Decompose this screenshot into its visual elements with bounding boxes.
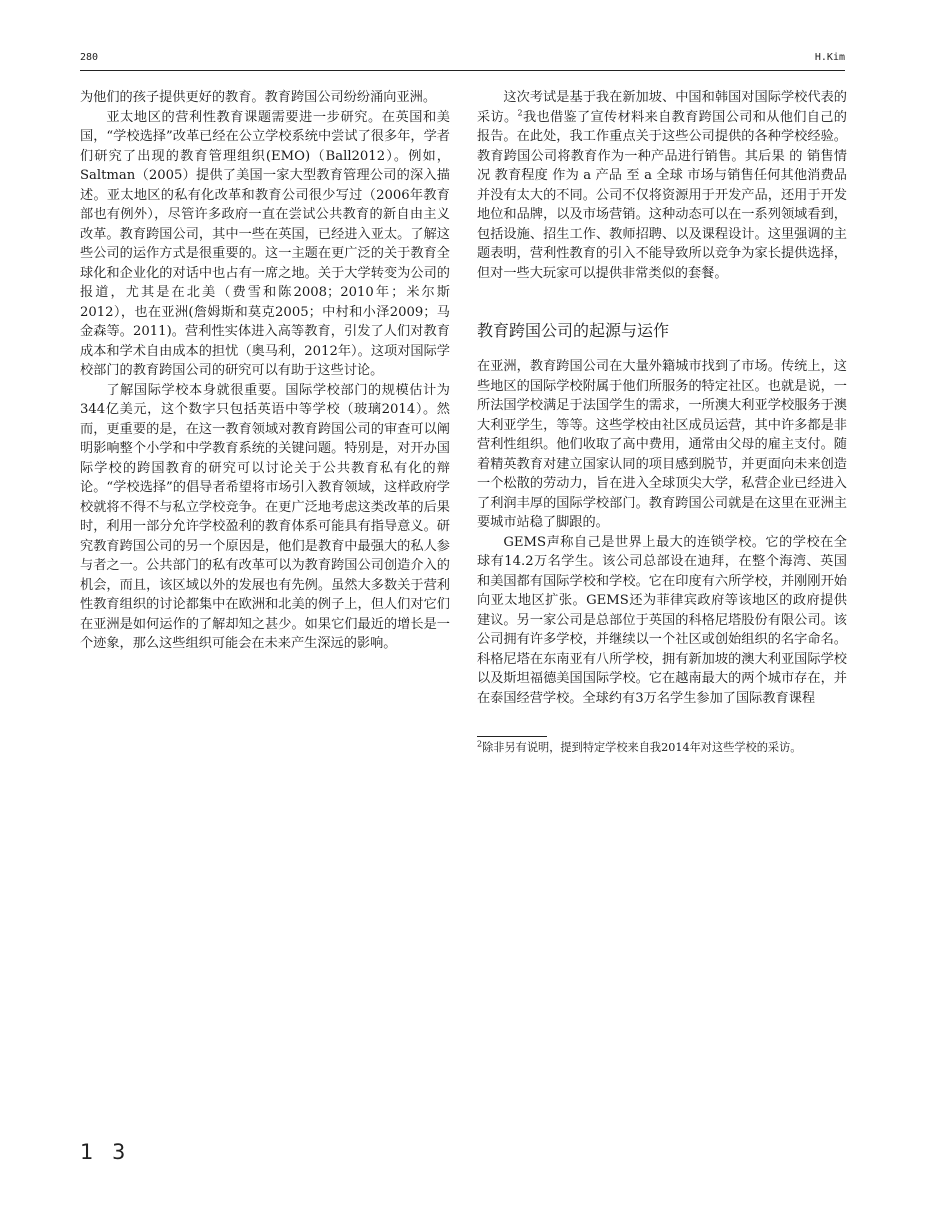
right-column — [477, 88, 847, 756]
section-heading: 教育跨国公司的起源与运作 — [477, 321, 670, 340]
footnote-marker: 2 — [517, 108, 523, 118]
footnote — [477, 740, 847, 756]
page-number: 280 — [80, 52, 99, 63]
paragraph-text: 我也借鉴了宣传材料来自教育跨国公司和从他们自己的报告。在此处，我工作重点关于这些公司提供的各种学校经验。教育跨国公司将教育作为一种产品进行销售。其后果 的 销售情况 教育程度 作为 a 产品 至 a 全球 市场与销售任何其他消费品并没有太大的不同。公司不仅将资源用于开发产品，还用于开发地位和品牌，以及市场营销。这种动态可以在一系列领域看到，包括设施、招生工作、教师招聘、以及课程设计。这里强调的主题表明，营利性教育的引入不能导致所以竞争为家长提供选择，但对一些大玩家可以提供非常类似的套餐。 — [477, 109, 847, 281]
header-rule — [80, 70, 845, 71]
publisher-logo: 1 3 — [80, 1140, 132, 1164]
running-author: H.Kim — [814, 52, 845, 63]
running-header — [80, 52, 845, 68]
footnote-rule — [477, 736, 547, 737]
paragraph — [477, 88, 847, 283]
left-column — [80, 88, 450, 654]
paragraph: 亚太地区的营利性教育课题需要进一步研究。在英国和美国，“学校选择”改革已经在公立学校系统中尝试了很多年，学者们研究了出现的教育管理组织(EMO)（Ball2012）。例如，Saltman（2005）提供了美国一家大型教育管理公司的深入描述。亚太地区的私有化改革和教育公司很少写过（2006年教育部也有例外），尽管许多政府一直在尝试公共教育的新自由主义改革。教育跨国公司，其中一些在英国，已经进入亚太。了解这些公司的运作方式是很重要的。这一主题在更广泛的关于教育全球化和企业化的对话中也占有一席之地。关于大学转变为公司的报道，尤其是在北美（费雪和陈2008；2010年；米尔斯2012），也在亚洲(詹姆斯和莫克2005；中村和小泽2009；马金森等。2011)。营利性实体进入高等教育，引发了人们对教育成本和学术自由成本的担忧（奥马利，2012年）。这项对国际学校部门的教育跨国公司的研究可以有助于这些讨论。 — [80, 109, 450, 378]
paragraph: GEMS声称自己是世界上最大的连锁学校。它的学校在全球有14.2万名学生。该公司总部设在迪拜，在整个海湾、英国和美国都有国际学校和学校。它在印度有六所学校，并刚刚开始向亚太地区扩张。GEMS还为菲律宾政府等该地区的政府提供建议。另一家公司是总部位于英国的科格尼塔股份有限公司。该公司拥有许多学校，并继续以一个社区或创始组织的名字命名。科格尼塔在东南亚有八所学校，拥有新加坡的澳大利亚国际学校以及斯坦福德美国国际学校。它在越南最大的两个城市存在，并在泰国经营学校。全球约有3万名学生参加了国际教育课程 — [477, 534, 847, 706]
paragraph-text: 这次考试是基于我在新加坡、中国和韩国对国际学校代表的采访。 — [477, 90, 847, 125]
paragraph: 了解国际学校本身就很重要。国际学校部门的规模估计为344亿美元，这个数字只包括英语中等学校（玻璃2014）。然而，更重要的是，在这一教育领域对教育跨国公司的审查可以阐明影响整个小学和中学教育系统的关键问题。特别是，对开办国际学校的跨国教育的研究可以讨论关于公共教育私有化的辩论。“学校选择”的倡导者希望将市场引入教育领域，这样政府学校就将不得不与私立学校竞争。在更广泛地考虑这类改革的后果时，利用一部分允许学校盈利的教育体系可能具有指导意义。研究教育跨国公司的另一个原因是，他们是教育中最强大的私人参与者之一。公共部门的私有改革可以为教育跨国公司创造介入的机会，而且，该区域以外的发展也有先例。虽然大多数关于营利性教育组织的讨论都集中在欧洲和北美的例子上，但人们对它们在亚洲是如何运作的了解却知之甚少。如果它们最近的增长是一个迹象，那么这些组织可能会在未来产生深远的影响。 — [80, 382, 450, 651]
footnote-text: 除非另有说明，提到特定学校来自我2014年对这些学校的采访。 — [482, 741, 802, 754]
paragraph: 为他们的孩子提供更好的教育。教育跨国公司纷纷涌向亚洲。 — [80, 90, 437, 105]
paragraph: 在亚洲，教育跨国公司在大量外籍城市找到了市场。传统上，这些地区的国际学校附属于他们所服务的特定社区。也就是说，一所法国学校满足于法国学生的需求，一所澳大利亚学校服务于澳大利亚学生，等等。这些学校由社区成员运营，其中许多都是非营利性组织。他们收取了高中费用，通常由父母的雇主支付。随着精英教育对建立国家认同的项目感到脱节，并更面向未来创造一个松散的劳动力，旨在进入全球顶尖大学，私营企业已经进入了利润丰厚的国际学校部门。教育跨国公司就是在这里在亚洲主要城市站稳了脚跟的。 — [477, 359, 847, 530]
footnote-marker: 2 — [477, 739, 483, 749]
